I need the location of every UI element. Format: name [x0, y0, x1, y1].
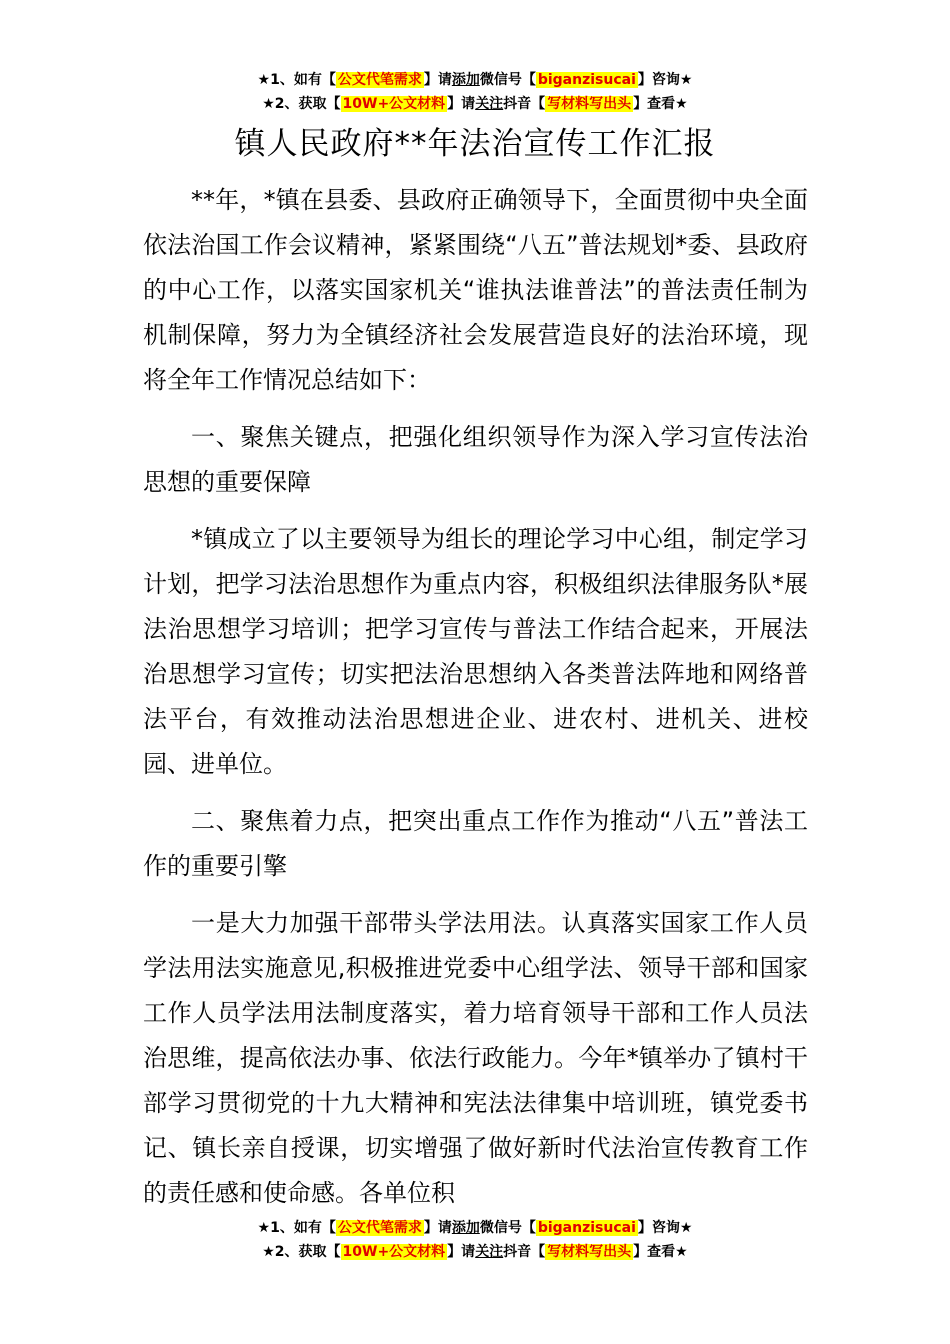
document-body — [143, 178, 808, 1228]
highlight-service: 公文代笔需求 — [337, 1220, 422, 1236]
highlight-materials: 10W+公文材料 — [342, 1244, 446, 1260]
highlight-douyin: 写材料写出头 — [547, 1244, 632, 1260]
highlight-wechat-id: biganzisucai — [537, 1220, 636, 1236]
footer-line-2: ★2、获取【 10W+公文材料 】请关注抖音【 写材料写出头 】查看★ — [262, 1244, 688, 1260]
paragraph-section-1: *镇成立了以主要领导为组长的理论学习中心组，制定学习计划，把学习法治思想作为重点内容，积极组织法律服务队*展法治思想学习培训；把学习宣传与普法工作结合起来，开展法治思想学习宣传；切实把法治思想纳入各类普法阵地和网络普法平台，有效推动法治思想进企业、进农村、进机关、进校园、进单位。 — [143, 525, 808, 778]
highlight-service: 公文代笔需求 — [337, 72, 422, 88]
section-heading-2: 二、聚焦着力点，把突出重点工作作为推动“八五”普法工作的重要引擎 — [143, 807, 808, 880]
banner-line-1: ★1、如有【 公文代笔需求 】请添加微信号【 biganzisucai 】咨询★ — [257, 72, 693, 88]
highlight-wechat-id: biganzisucai — [537, 72, 636, 88]
footer-line-1: ★1、如有【 公文代笔需求 】请添加微信号【 biganzisucai 】咨询★ — [257, 1220, 693, 1236]
paragraph-section-2: 一是大力加强干部带头学法用法。认真落实国家工作人员学法用法实施意见,积极推进党委中心组学法、领导干部和国家工作人员学法用法制度落实，着力培育领导干部和工作人员法治思维，提高依法办事、依法行政能力。今年*镇举办了镇村干部学习贯彻党的十九大精神和宪法法律集中培训班，镇党委书记、镇长亲自授课，切实增强了做好新时代法治宣传教育工作的责任感和使命感。各单位积 — [143, 909, 808, 1207]
highlight-materials: 10W+公文材料 — [342, 96, 446, 112]
document-title: 镇人民政府**年法治宣传工作汇报 — [234, 126, 716, 162]
paragraph-intro: **年，*镇在县委、县政府正确领导下，全面贯彻中央全面依法治国工作会议精神，紧紧围绕“八五”普法规划*委、县政府的中心工作，以落实国家机关“谁执法谁普法”的普法责任制为机制保障，努力为全镇经济社会发展营造良好的法治环境，现将全年工作情况总结如下： — [143, 186, 808, 394]
section-heading-1: 一、聚焦关键点，把强化组织领导作为深入学习宣传法治思想的重要保障 — [143, 423, 808, 496]
header-banner — [0, 68, 950, 116]
highlight-douyin: 写材料写出头 — [547, 96, 632, 112]
banner-line-2: ★2、获取【 10W+公文材料 】请关注抖音【 写材料写出头 】查看★ — [262, 96, 688, 112]
footer-banner — [0, 1216, 950, 1264]
